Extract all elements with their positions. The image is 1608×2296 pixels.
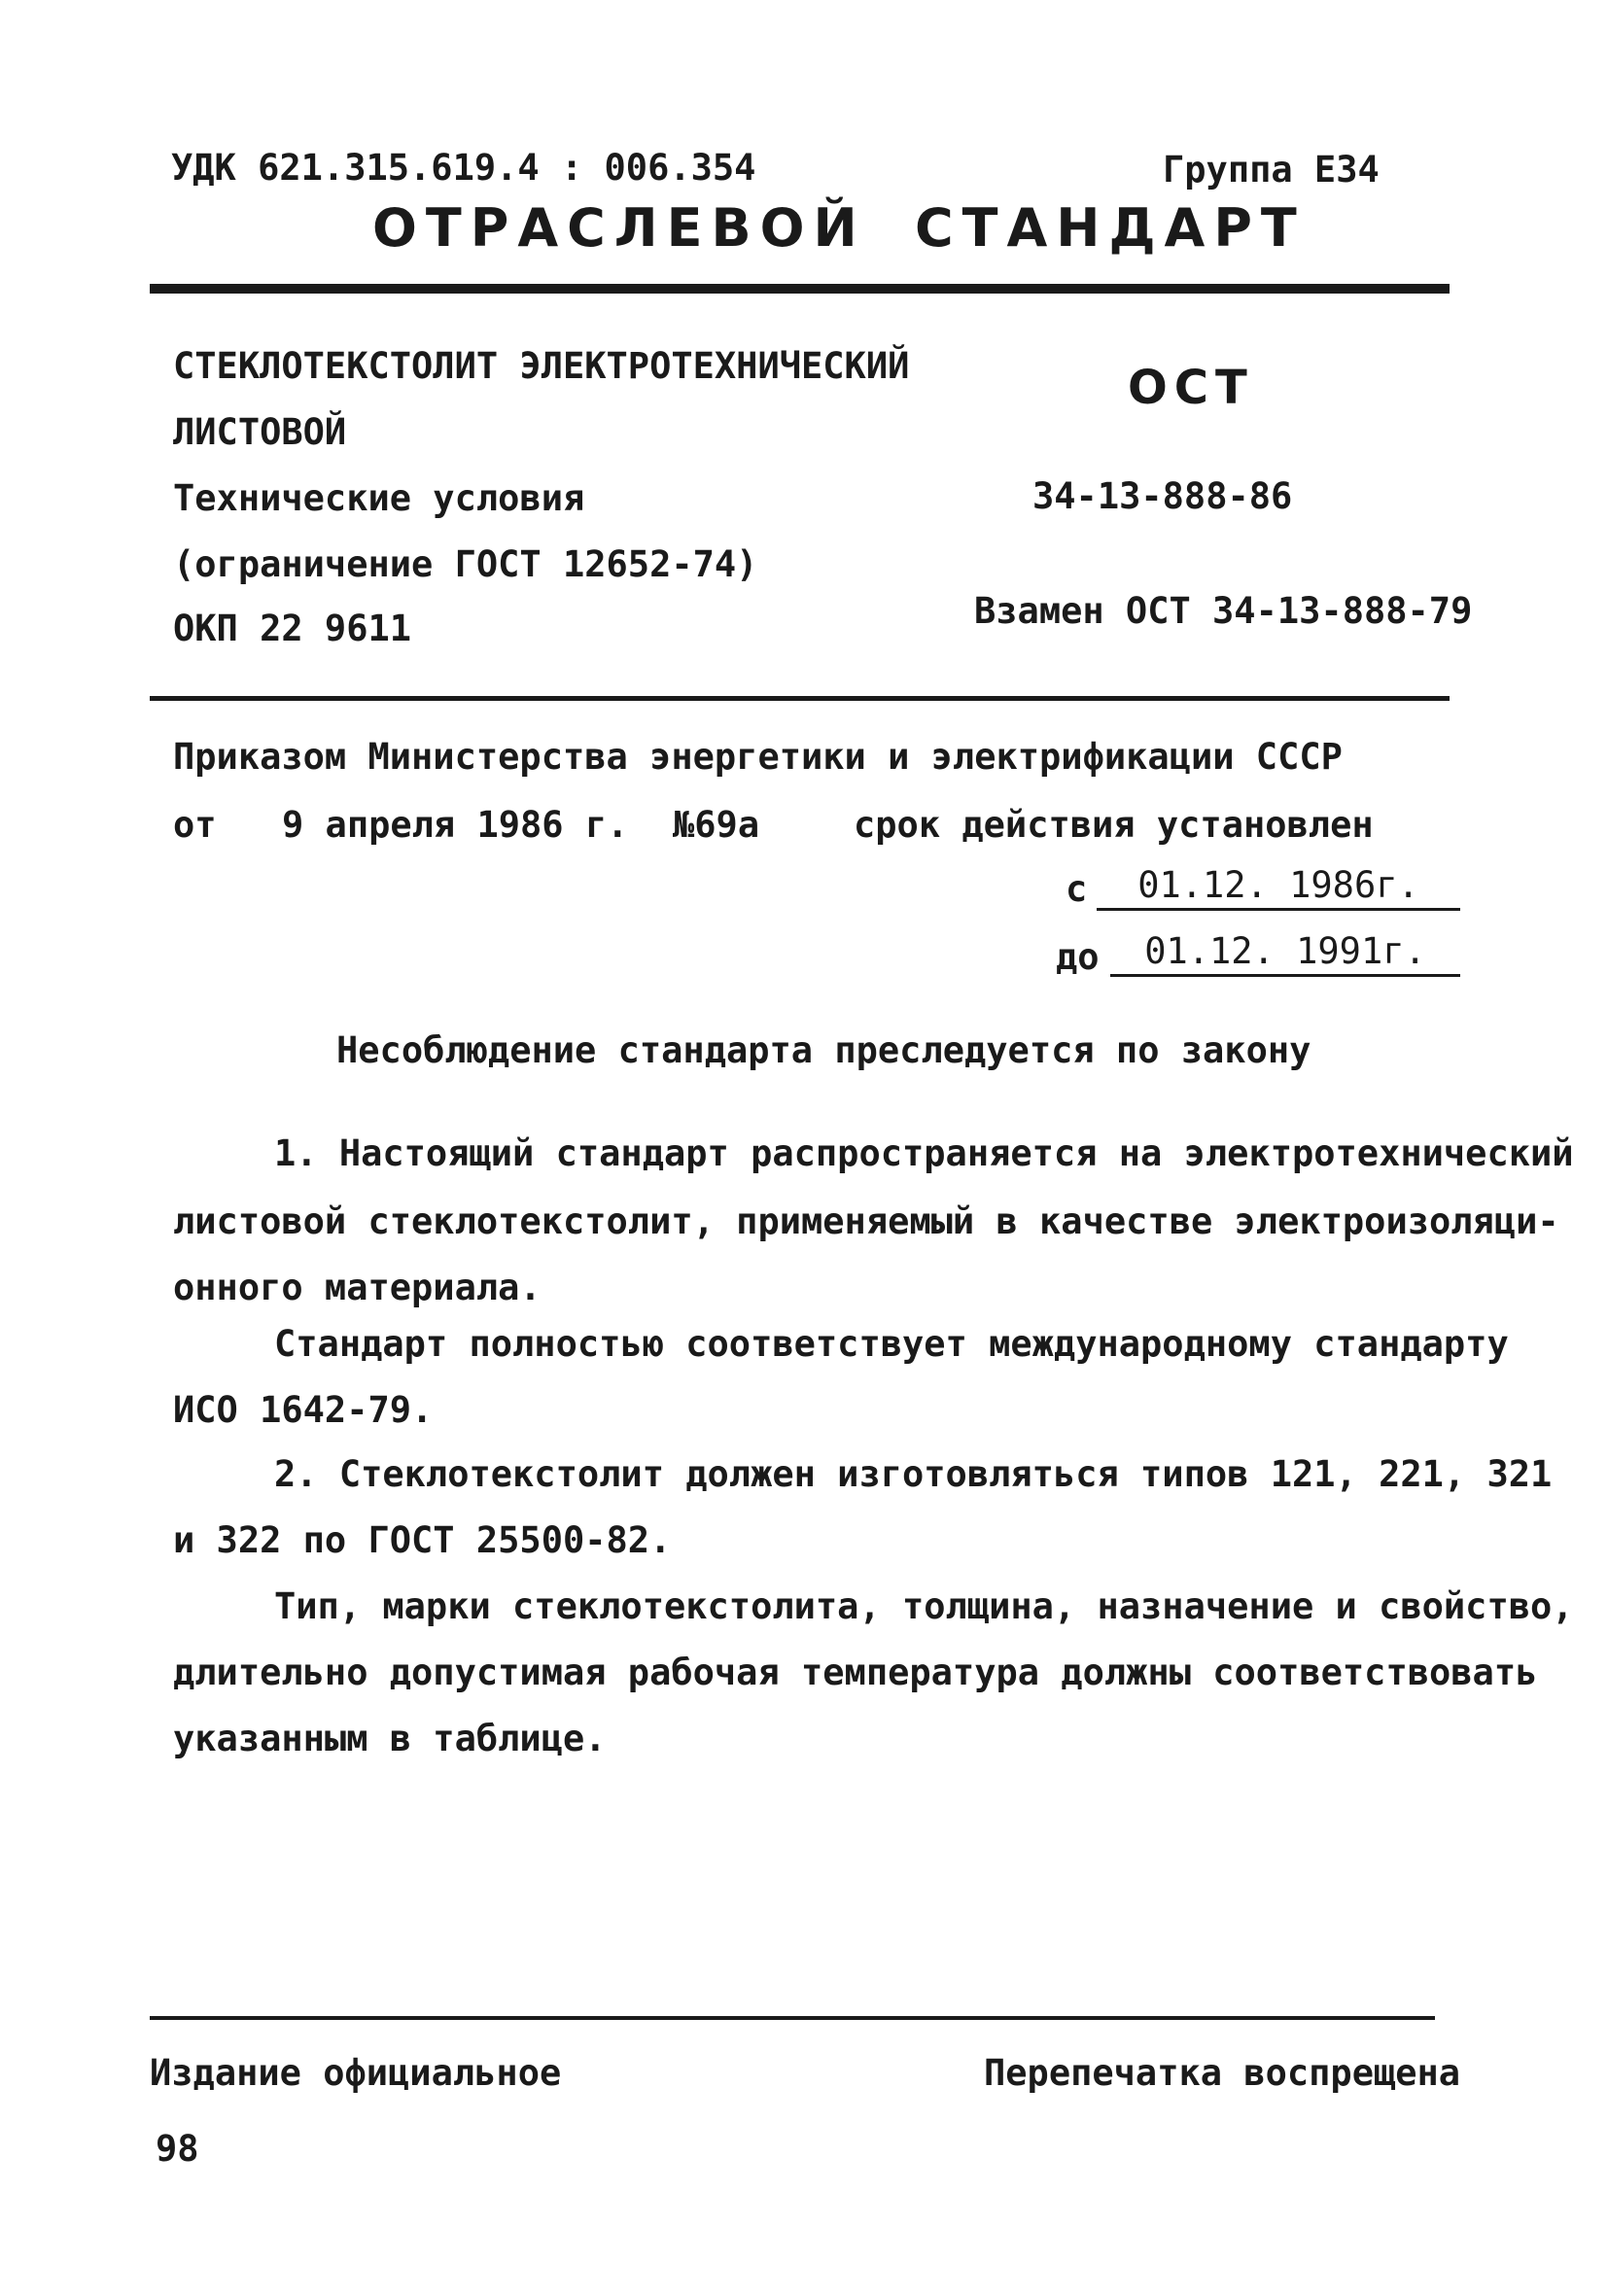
paragraph-2-line-2: ИСО 1642-79. (173, 1389, 434, 1431)
paragraph-1-line-3: онного материала. (173, 1267, 542, 1308)
title-standart: СТАНДАРТ (915, 197, 1306, 259)
designation-rule (150, 696, 1450, 701)
paragraph-3-line-2: и 322 по ГОСТ 25500-82. (173, 1519, 672, 1561)
paragraph-1-line-2: листовой стеклотекстолит, применяемый в качестве электроизоляци- (173, 1200, 1559, 1242)
paragraph-1-line-1: 1. Настоящий стандарт распространяется на электротехнический (274, 1132, 1574, 1174)
paragraph-4-line-2: длительно допустимая рабочая температура должны соответствовать (173, 1652, 1538, 1693)
paragraph-2-line-1: Стандарт полностью соответствует международному стандарту (274, 1323, 1509, 1365)
ost-label: ОСТ (1128, 361, 1254, 415)
title-otraslevoy: ОТРАСЛЕВОЙ (372, 197, 866, 259)
valid-to-date: 01.12. 1991г. (1144, 930, 1426, 972)
header-thick-rule (150, 284, 1450, 294)
valid-from-label: с (1066, 868, 1088, 910)
standard-name-line1: СТЕКЛОТЕКСТОЛИТ ЭЛЕКТРОТЕХНИЧЕСКИЙ (173, 345, 910, 387)
okp-code: ОКП 22 9611 (173, 608, 412, 649)
legal-notice: Несоблюдение стандарта преследуется по закону (336, 1029, 1311, 1071)
replaces-note: Взамен ОСТ 34-13-888-79 (974, 590, 1473, 632)
order-date: 9 апреля 1986 г. (282, 804, 629, 846)
valid-from-underline (1097, 908, 1460, 911)
paragraph-4-line-1: Тип, марки стеклотекстолита, толщина, назначение и свойство, (274, 1585, 1574, 1627)
official-edition: Издание официальное (150, 2052, 562, 2094)
paragraph-3-line-1: 2. Стеклотекстолит должен изготовляться типов 121, 221, 321 (274, 1453, 1553, 1495)
order-line: Приказом Министерства энергетики и электрификации СССР (173, 736, 1343, 778)
standard-name-line2: ЛИСТОВОЙ (173, 411, 347, 453)
order-number: №69а (673, 804, 760, 846)
udk-code: УДК 621.315.619.4 : 006.354 (171, 147, 756, 189)
standard-subtitle: Технические условия (173, 477, 585, 519)
validity-text: срок действия установлен (854, 804, 1374, 846)
ost-number: 34-13-888-86 (1032, 475, 1293, 517)
paragraph-4-line-3: указанным в таблице. (173, 1718, 607, 1759)
valid-from-date: 01.12. 1986г. (1137, 864, 1419, 906)
footer-rule (150, 2016, 1435, 2020)
page-number: 98 (156, 2128, 199, 2170)
group-code: Группа Е34 (1163, 149, 1380, 191)
order-from-word: от (173, 804, 217, 846)
restriction-note: (ограничение ГОСТ 12652-74) (173, 543, 758, 585)
reprint-prohibited: Перепечатка воспрещена (984, 2052, 1461, 2094)
valid-to-underline (1110, 974, 1460, 977)
valid-to-label: до (1056, 936, 1100, 978)
